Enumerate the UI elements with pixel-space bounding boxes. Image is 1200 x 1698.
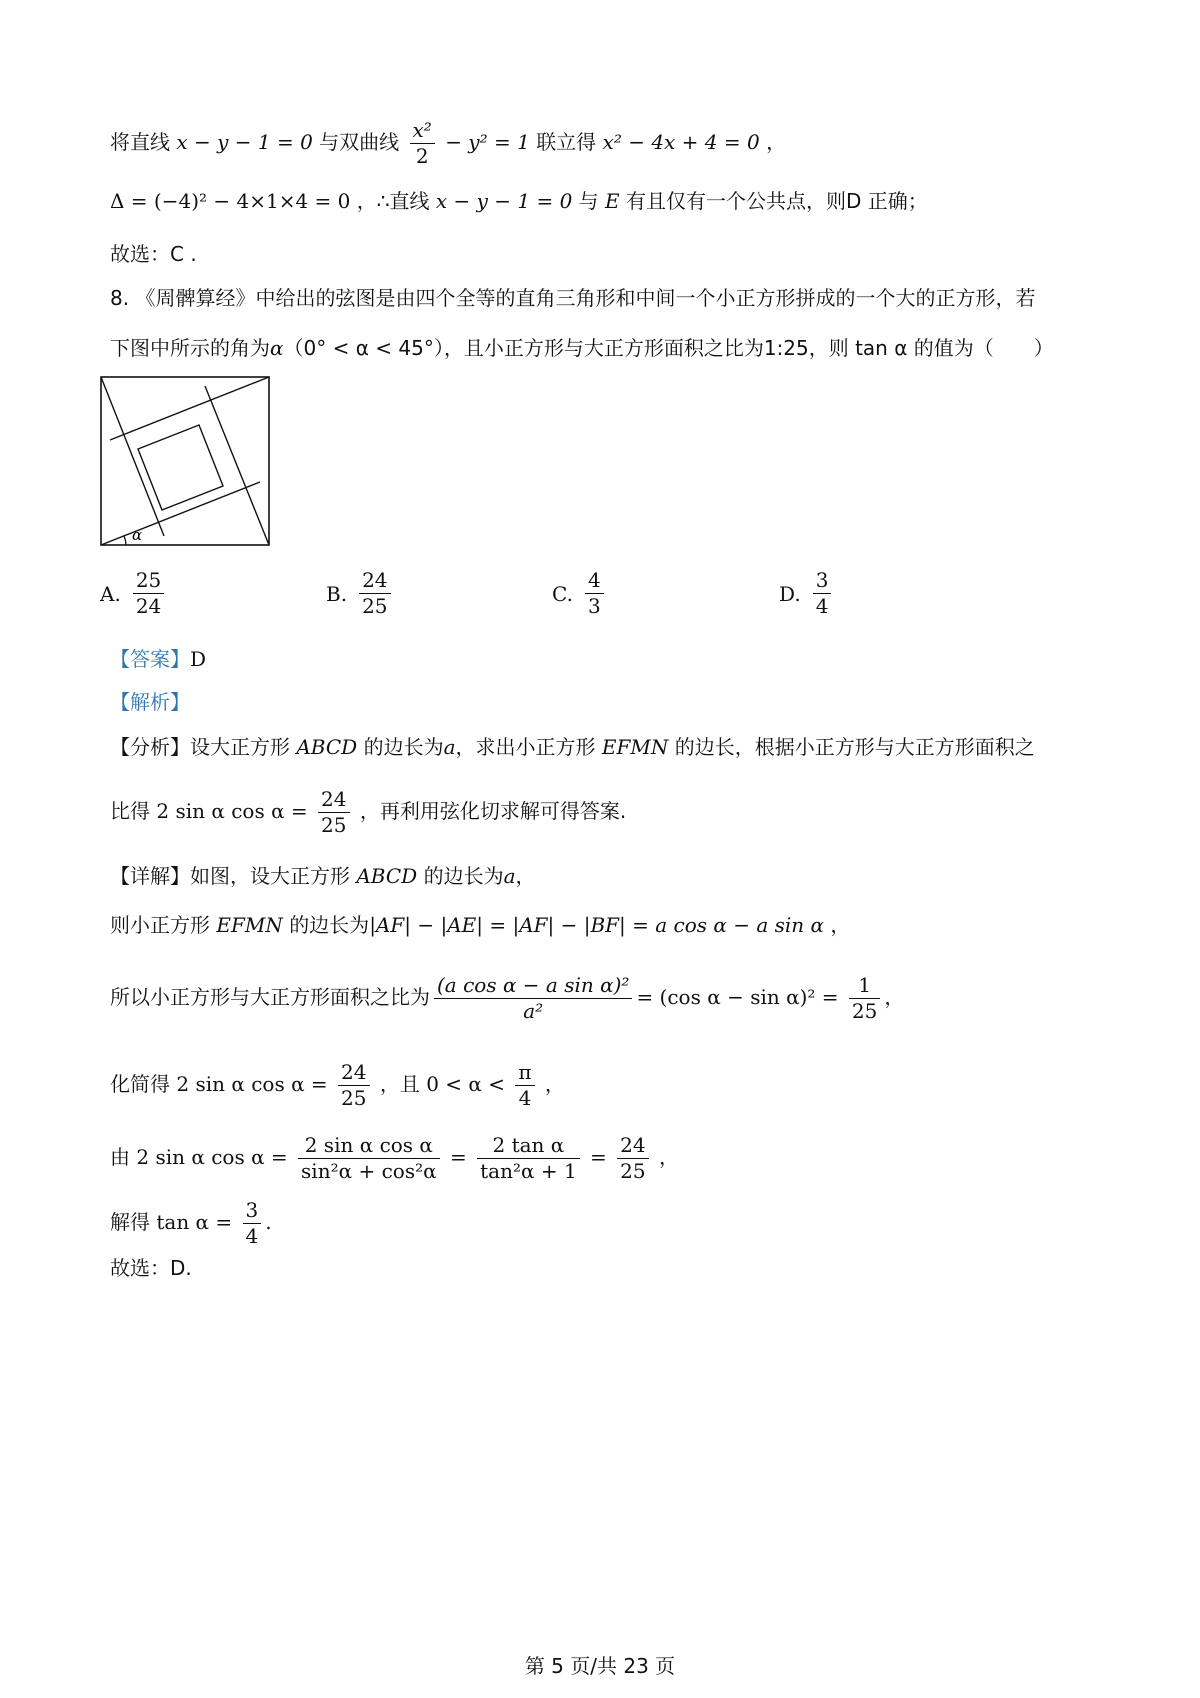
answer-line xyxy=(110,649,206,669)
text: ，∴直线 xyxy=(356,189,430,213)
alpha-label: α xyxy=(132,526,143,544)
angle-arc xyxy=(124,536,126,545)
equation: x − y − 1 = 0 xyxy=(435,189,573,213)
question-8-line-2: 下图中所示的角为α（0° < α < 45°），且小正方形与大正方形面积之比为1:25，则 tan α 的值为（ ） xyxy=(110,336,1054,360)
equation: − y² = 1 xyxy=(445,130,530,154)
jiexi-tag: 【解析】 xyxy=(110,690,190,714)
detail-line-6: 解得 tan α = $\frac{3}{4}$ . xyxy=(110,1198,272,1248)
variable: E xyxy=(605,189,620,213)
fraction: $\frac{\text{x²}}{2}$ xyxy=(410,118,435,169)
detail-line-1: 【详解】如图，设大正方形 ABCD 的边长为a， xyxy=(110,864,536,888)
segment xyxy=(101,482,260,545)
detail-line-3: 所以小正方形与大正方形面积之比为 $\frac{\text{(a cos α − a sin α)²}}{\text{a²}}$ = (cos α − sin α)² = $\frac{1}{25}$ ， xyxy=(110,973,905,1023)
solution-line-1 xyxy=(110,118,786,169)
text: 与 xyxy=(578,189,599,213)
detail-line-5: 由 2 sin α cos α = $\frac{\text{2 sin α cos α}}{\text{sin²α + cos²α}}$ = $\frac{\text{2 tan α}}{\text{tan²α + 1}}$ = $\frac{24}{25}$ ， xyxy=(110,1133,679,1183)
question-8-line-1: 8. 《周髀算经》中给出的弦图是由四个全等的直角三角形和中间一个小正方形拼成的一个大的正方形，若 xyxy=(110,286,1036,310)
inner-square xyxy=(138,425,223,510)
detail-line-2: 则小正方形 EFMN 的边长为|AF| − |AE| = |AF| − |BF| = a cos α − a sin α ， xyxy=(110,913,851,937)
answer-tag: 【答案】 xyxy=(110,647,190,671)
text: 有且仅有一个公共点，则D 正确； xyxy=(625,189,928,213)
equation: Δ = (−4)² − 4×1×4 = 0 xyxy=(110,189,351,213)
detail-line-4: 化简得 2 sin α cos α = $\frac{24}{25}$ ，且 0 < α < $\frac{\pi}{4}$ ， xyxy=(110,1060,565,1110)
equation: x² − 4x + 4 = 0 xyxy=(602,130,760,154)
page-footer: 第 5 页/共 23 页 xyxy=(524,1654,676,1678)
segment xyxy=(101,377,164,536)
text: 将直线 xyxy=(110,130,170,154)
text: 联立得 xyxy=(536,130,597,154)
analysis-line-1: 【分析】设大正方形 ABCD 的边长为a，求出小正方形 EFMN 的边长，根据小正方形与大正方形面积之 xyxy=(110,735,1035,759)
solution-line-2 xyxy=(110,191,928,211)
answer-value: D xyxy=(190,647,207,671)
text: 与双曲线 xyxy=(319,130,400,154)
option-c[interactable]: C. $\frac{4}{3}$ xyxy=(552,568,608,619)
equation: x − y − 1 = 0 xyxy=(176,130,313,154)
final-choice: 故选：D. xyxy=(110,1256,192,1280)
analysis-line-2: 比得 2 sin α cos α = $\frac{24}{25}$ ，再利用弦化切求解可得答案. xyxy=(110,787,627,837)
option-b[interactable]: B. $\frac{24}{25}$ xyxy=(326,568,395,619)
text: ， xyxy=(766,130,787,154)
choose-line: 故选：C . xyxy=(110,242,197,266)
segment xyxy=(110,377,269,440)
outer-square xyxy=(101,377,269,545)
option-a[interactable]: A. $\frac{25}{24}$ xyxy=(100,568,168,619)
option-d[interactable]: D. $\frac{3}{4}$ xyxy=(779,568,835,619)
xian-diagram xyxy=(100,376,272,548)
